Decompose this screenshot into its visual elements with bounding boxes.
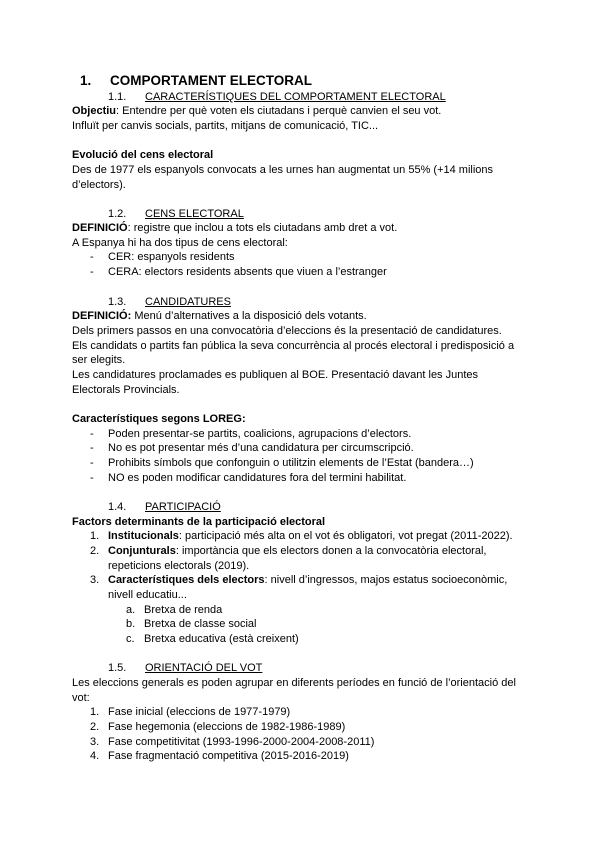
section-title: CANDIDATURES: [145, 296, 231, 308]
factors-heading: [72, 516, 325, 529]
factor-text: : importància que els electors donen a la convocatòria electoral,: [175, 545, 487, 557]
definition-label: DEFINICIÓ: [72, 222, 128, 234]
section-title: ORIENTACIÓ DEL VOT: [145, 662, 263, 674]
census-definition: [72, 222, 397, 235]
lettered-item: [126, 604, 222, 617]
paragraph: Les candidatures proclamades es publiquen al BOE. Presentació davant les Juntes: [72, 369, 479, 381]
section-number: 1.3.: [108, 296, 127, 308]
section-number: 1.2.: [108, 208, 127, 220]
objective-text: : Entendre per què voten els ciutadans i perquè canvien el seu vot.: [116, 105, 442, 117]
numbered-item-continuation: nivell educatiu...: [108, 589, 187, 601]
item-text: Fase hegemonia (eleccions de 1982-1986-1989): [108, 721, 346, 733]
census-intro: A Espanya hi ha dos tipus de cens electoral:: [72, 237, 288, 249]
item-letter: a.: [126, 604, 136, 616]
loreg-title: Característiques segons LOREG:: [72, 413, 246, 425]
list-item-text: CERA: electors residents absents que viuen a l’estranger: [108, 266, 387, 278]
definition-text: : registre que inclou a tots els ciutadans amb dret a vot.: [127, 222, 398, 234]
numbered-item: 2. Conjunturals: importància que els electors donen a la convocatòria electoral,: [90, 545, 487, 557]
item-letter: c.: [126, 633, 135, 645]
numbered-item: 3. Fase competitivitat (1993-1996-2000-2004-2008-2011): [90, 736, 375, 748]
numbered-item: 3. Característiques dels electors: nivell d’ingressos, majos estatus socioeconòmic,: [90, 574, 508, 586]
section-1-5-heading: [108, 662, 262, 675]
section-number: 1.5.: [108, 662, 127, 674]
item-text: Bretxa de classe social: [144, 618, 257, 630]
list-item: - Prohibits símbols que confonguin o utilitzin elements de l’Estat (bandera…): [90, 457, 474, 469]
factor-label: Institucionals: [108, 530, 179, 542]
census-evolution-heading: [72, 149, 213, 162]
section-number: 1.4.: [108, 501, 127, 513]
objective-line: [72, 105, 441, 118]
paragraph: Les eleccions generals es poden agrupar en diferents períodes en funció de l’orientació del: [72, 677, 516, 689]
lettered-item: [126, 618, 257, 631]
factor-label: Conjunturals: [108, 545, 176, 557]
heading-1: [80, 73, 312, 89]
section-1-2-heading: [108, 208, 244, 221]
definition-text: Menú d’alternatives a la disposició dels votants.: [131, 310, 367, 322]
numbered-item: 4. Fase fragmentació competitiva (2015-2016-2019): [90, 750, 349, 762]
section-number: 1.1.: [108, 91, 127, 103]
candidatures-definition: [72, 310, 367, 323]
item-letter: b.: [126, 618, 136, 630]
section-title: PARTICIPACIÓ: [145, 501, 221, 513]
section-title: CARACTERÍSTIQUES DEL COMPORTAMENT ELECTORAL: [145, 91, 446, 103]
paragraph: Electorals Provincials.: [72, 384, 180, 396]
section-1-4-heading: [108, 501, 221, 514]
item-text: Fase competitivitat (1993-1996-2000-2004-2008-2011): [108, 736, 375, 748]
factor-text: : nivell d’ingressos, majos estatus socioeconòmic,: [264, 574, 508, 586]
factor-text: : participació més alta on el vot és obligatori, vot pregat (2011-2022).: [178, 530, 513, 542]
loreg-heading: [72, 413, 246, 426]
list-item: - No es pot presentar més d’una candidatura per circumscripció.: [90, 442, 414, 454]
numbered-item-continuation: repeticions electorals (2019).: [108, 560, 250, 572]
list-item-text: No es pot presentar més d’una candidatura per circumscripció.: [108, 442, 414, 454]
definition-label: DEFINICIÓ:: [72, 310, 132, 322]
numbered-item: 1. Fase inicial (eleccions de 1977-1979): [90, 706, 291, 718]
factors-title: Factors determinants de la participació electoral: [72, 516, 326, 528]
paragraph: ser elegits.: [72, 354, 126, 366]
item-text: Bretxa de renda: [144, 604, 223, 616]
census-evolution-line-1: Des de 1977 els espanyols convocats a les urnes han augmentat un 55% (+14 milions: [72, 164, 494, 176]
influence-line: Influït per canvis socials, partits, mitjans de comunicació, TIC...: [72, 120, 379, 132]
census-evolution-title: Evolució del cens electoral: [72, 149, 214, 161]
numbered-item: 1. Institucionals: participació més alta on el vot és obligatori, vot pregat (2011-2022).: [90, 530, 513, 542]
item-text: Fase inicial (eleccions de 1977-1979): [108, 706, 291, 718]
list-item: - Poden presentar-se partits, coalicions, agrupacions d’electors.: [90, 428, 412, 440]
census-evolution-line-2: d’electors).: [72, 179, 126, 191]
paragraph: Els candidats o partits fan pública la seva concurrència al procés electoral i predisposició a: [72, 340, 515, 352]
factor-label: Característiques dels electors: [108, 574, 265, 586]
list-item: - NO es poden modificar candidatures fora del termini habilitat.: [90, 472, 407, 484]
paragraph: Dels primers passos en una convocatòria d’eleccions és la presentació de candidatures.: [72, 325, 502, 337]
section-1-1-heading: [108, 91, 446, 104]
heading-1-title: COMPORTAMENT ELECTORAL: [110, 73, 312, 88]
section-1-3-heading: [108, 296, 231, 309]
list-item: - CER: espanyols residents: [90, 251, 235, 263]
objective-label: Objectiu: [72, 105, 117, 117]
list-item-text: NO es poden modificar candidatures fora del termini habilitat.: [108, 472, 407, 484]
item-text: Fase fragmentació competitiva (2015-2016-2019): [108, 750, 349, 762]
numbered-item: 2. Fase hegemonia (eleccions de 1982-1986-1989): [90, 721, 346, 733]
list-item-text: Prohibits símbols que confonguin o utilitzin elements de l’Estat (bandera…): [108, 457, 474, 469]
list-item: - CERA: electors residents absents que viuen a l’estranger: [90, 266, 387, 278]
list-item-text: CER: espanyols residents: [108, 251, 235, 263]
section-title: CENS ELECTORAL: [145, 208, 244, 220]
lettered-item: [126, 633, 299, 646]
item-text: Bretxa educativa (està creixent): [144, 633, 299, 645]
paragraph: vot:: [72, 692, 90, 704]
list-item-text: Poden presentar-se partits, coalicions, agrupacions d’electors.: [108, 428, 412, 440]
heading-1-number: 1.: [80, 73, 92, 88]
